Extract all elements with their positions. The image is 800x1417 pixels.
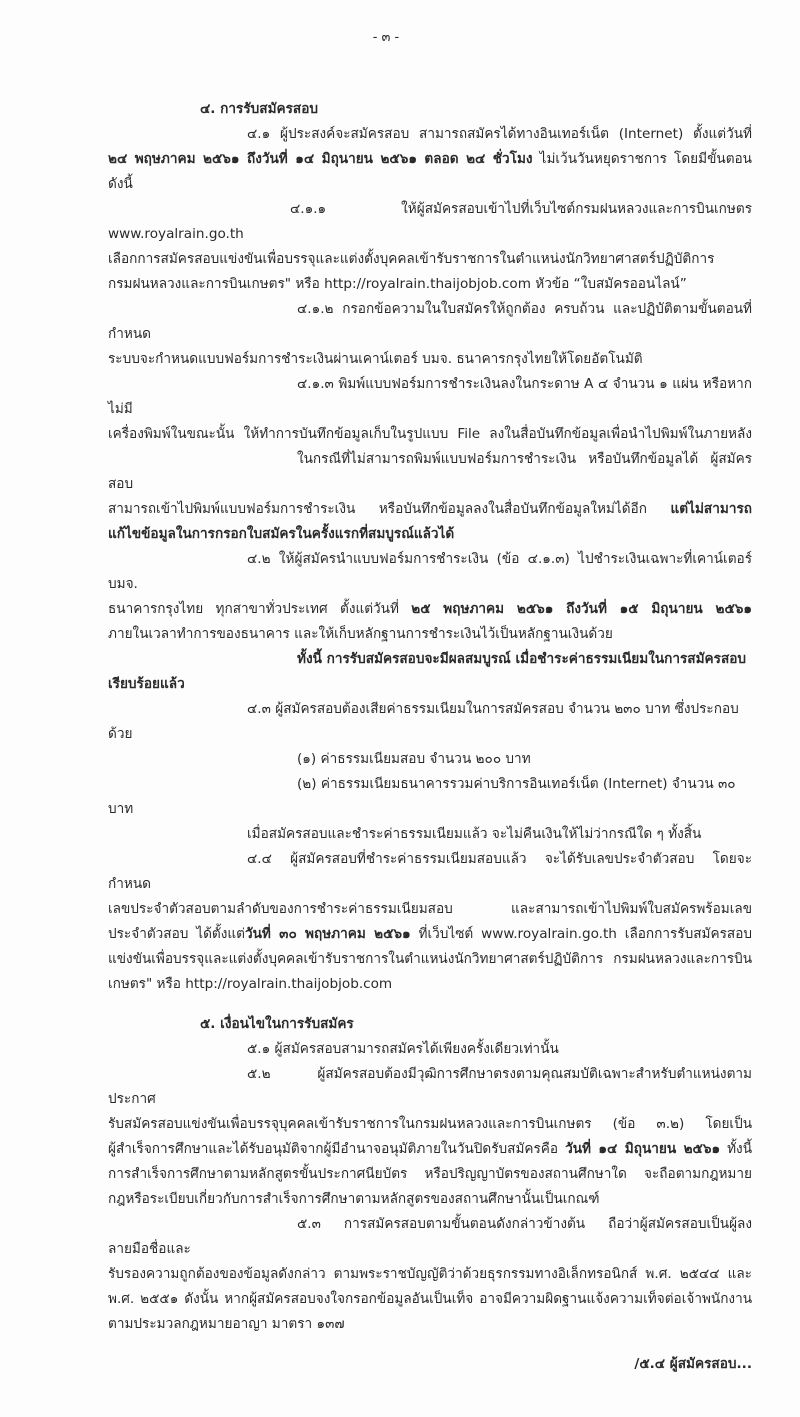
bold-text: ๕. เงื่อนไขในการรับสมัคร xyxy=(200,1016,354,1032)
text: ๔.๑.๒ กรอกข้อความในใบสมัครให้ถูกต้อง ครบถ้วน และปฏิบัติตามขั้นตอนที่กำหนด xyxy=(108,301,752,342)
text-line xyxy=(108,147,752,172)
text: ๔.๔ ผู้สมัครสอบที่ชำระค่าธรรมเนียมสอบแล้ว จะได้รับเลขประจำตัวสอบ โดยจะกำหนด xyxy=(108,851,752,892)
text: ๕.๑ ผู้สมัครสอบสามารถสมัครได้เพียงครั้งเดียวเท่านั้น xyxy=(247,1041,559,1057)
text: เมื่อสมัครสอบและชำระค่าธรรมเนียมแล้ว จะไม่คืนเงินให้ไม่ว่ากรณีใด ๆ ทั้งสิ้น xyxy=(247,826,702,842)
text-line xyxy=(108,847,752,897)
text-line xyxy=(108,597,752,622)
text: ๕.๒ ผู้สมัครสอบต้องมีวุฒิการศึกษาตรงตามคุณสมบัติเฉพาะสำหรับตำแหน่งตามประกาศ xyxy=(108,1066,752,1107)
text-line xyxy=(108,1187,752,1212)
bold-text: ทั้งนี้ การรับสมัครสอบจะมีผลสมบูรณ์ เมื่อชำระค่าธรรมเนียมในการสมัครสอบเรียบร้อยแล้ว xyxy=(108,651,747,692)
text-line xyxy=(108,947,752,972)
text: ตามประมวลกฎหมายอาญา มาตรา ๑๓๗ xyxy=(108,1316,345,1332)
text: เลขประจำตัวสอบตามลำดับของการชำระค่าธรรมเนียมสอบ และสามารถเข้าไปพิมพ์ใบสมัครพร้อมเลข xyxy=(108,901,752,917)
bold-text: แต่ไม่สามารถ xyxy=(670,501,752,517)
text-line xyxy=(108,922,752,947)
text: ดังนี้ xyxy=(108,176,133,192)
text-line xyxy=(108,347,752,372)
text-line xyxy=(108,1037,752,1062)
text-line xyxy=(108,1162,752,1187)
text: ๔.๑.๓ พิมพ์แบบฟอร์มการชำระเงินลงในกระดาษ A ๔ จำนวน ๑ แผ่น หรือหากไม่มี xyxy=(108,376,752,417)
text-line xyxy=(108,372,752,422)
text-line xyxy=(108,497,752,522)
text: (๒) ค่าธรรมเนียมธนาคารรวมค่าบริการอินเทอร์เน็ต (Internet) จำนวน ๓๐ บาท xyxy=(108,776,736,817)
text-line xyxy=(108,622,752,647)
text: ภายในเวลาทำการของธนาคาร และให้เก็บหลักฐานการชำระเงินไว้เป็นหลักฐานเงินด้วย xyxy=(108,626,613,642)
document-body xyxy=(0,97,752,1337)
text: การสำเร็จการศึกษาตามหลักสูตรขั้นประกาศนียบัตร หรือปริญญาบัตรของสถานศึกษาใด จะถือตามกฎหมาย xyxy=(108,1166,752,1182)
text: กรมฝนหลวงและการบินเกษตร" หรือ http://royalrain.thaijobjob.com หัวข้อ “ใบสมัครออนไลน์” xyxy=(108,276,687,292)
text-line xyxy=(108,272,752,297)
text: ไม่เว้นวันหยุดราชการ โดยมีขั้นตอน xyxy=(532,151,752,167)
page-number: - ๓ - xyxy=(372,30,400,45)
text-line xyxy=(108,772,752,822)
text-line xyxy=(108,822,752,847)
text-line xyxy=(108,1287,752,1312)
text: เครื่องพิมพ์ในขณะนั้น ให้ทำการบันทึกข้อมูลเก็บในรูปแบบ File ลงในสื่อบันทึกข้อมูลเพื่อนำไปพิมพ์ในภายหลัง xyxy=(108,426,752,442)
text: ประจำตัวสอบ ได้ตั้งแต่ xyxy=(108,926,245,942)
continuation-marker: /๕.๔ ผู้สมัครสอบ... xyxy=(634,1356,752,1372)
text-line xyxy=(108,1112,752,1137)
bold-text: ๒๕ พฤษภาคม ๒๕๖๑ ถึงวันที่ ๑๕ มิถุนายน ๒๕๖๑ xyxy=(411,601,752,617)
bold-text: วันที่ ๑๔ มิถุนายน ๒๕๖๑ xyxy=(565,1141,721,1157)
text: ธนาคารกรุงไทย ทุกสาขาทั่วประเทศ ตั้งแต่วันที่ xyxy=(108,601,412,617)
text-line xyxy=(108,972,752,997)
text-line xyxy=(108,247,752,272)
bold-text: ๒๔ พฤษภาคม ๒๕๖๑ ถึงวันที่ ๑๔ มิถุนายน ๒๕๖๑ ตลอด ๒๔ ชั่วโมง xyxy=(108,151,533,167)
text: ผู้สำเร็จการศึกษาและได้รับอนุมัติจากผู้มีอำนาจอนุมัติภายในวันปิดรับสมัครคือ xyxy=(108,1141,566,1157)
text-line xyxy=(108,197,752,247)
text: กฎหรือระเบียบเกี่ยวกับการสำเร็จการศึกษาตามหลักสูตรของสถานศึกษานั้นเป็นเกณฑ์ xyxy=(108,1191,600,1207)
text-line xyxy=(108,1312,752,1337)
text-line xyxy=(108,122,752,147)
bold-text: วันที่ ๓๐ พฤษภาคม ๒๕๖๑ xyxy=(244,926,411,942)
text-line xyxy=(108,422,752,447)
text-line xyxy=(108,697,752,747)
text: รับสมัครสอบแข่งขันเพื่อบรรจุบุคคลเข้ารับราชการในกรมฝนหลวงและการบินเกษตร (ข้อ ๓.๒) โดยเป็น xyxy=(108,1116,752,1132)
text: แข่งขันเพื่อบรรจุและแต่งตั้งบุคคลเข้ารับราชการในตำแหน่งนักวิทยาศาสตร์ปฏิบัติการ กรมฝนหลวงและการบิน xyxy=(108,951,752,967)
text: เกษตร" หรือ http://royalrain.thaijobjob.com xyxy=(108,976,393,992)
text-line xyxy=(108,1262,752,1287)
text: (๑) ค่าธรรมเนียมสอบ จำนวน ๒๐๐ บาท xyxy=(297,751,531,767)
text-line xyxy=(108,522,752,547)
text: เลือกการสมัครสอบแข่งขันเพื่อบรรจุและแต่งตั้งบุคคลเข้ารับราชการในตำแหน่งนักวิทยาศาสตร์ปฏิบัติการ xyxy=(108,251,715,267)
text: ในกรณีที่ไม่สามารถพิมพ์แบบฟอร์มการชำระเงิน หรือบันทึกข้อมูลได้ ผู้สมัครสอบ xyxy=(108,451,752,492)
text-line xyxy=(108,1137,752,1162)
text: ๔.๓ ผู้สมัครสอบต้องเสียค่าธรรมเนียมในการสมัครสอบ จำนวน ๒๓๐ บาท ซึ่งประกอบด้วย xyxy=(108,701,739,742)
text-line xyxy=(108,1212,752,1262)
text-line xyxy=(108,447,752,497)
text: พ.ศ. ๒๕๕๑ ดังนั้น หากผู้สมัครสอบจงใจกรอกข้อมูลอันเป็นเท็จ อาจมีความผิดฐานแจ้งความเท็จต่อเจ้าพนักงาน xyxy=(108,1291,752,1307)
text: ระบบจะกำหนดแบบฟอร์มการชำระเงินผ่านเคาน์เตอร์ บมจ. ธนาคารกรุงไทยให้โดยอัตโนมัติ xyxy=(108,351,643,367)
text: ๔.๒ ให้ผู้สมัครนำแบบฟอร์มการชำระเงิน (ข้อ ๔.๑.๓) ไปชำระเงินเฉพาะที่เคาน์เตอร์ บมจ. xyxy=(108,551,752,592)
text-line xyxy=(108,747,752,772)
bold-text: ๔. การรับสมัครสอบ xyxy=(200,101,319,117)
text: ๔.๑.๑ ให้ผู้สมัครสอบเข้าไปที่เว็บไซต์กรมฝนหลวงและการบินเกษตร www.royalrain.go.th xyxy=(108,201,752,242)
text-line xyxy=(108,647,752,697)
bold-text: แก้ไขข้อมูลในการกรอกใบสมัครในครั้งแรกที่สมบูรณ์แล้วได้ xyxy=(108,526,455,542)
text-line xyxy=(108,172,752,197)
section-heading xyxy=(108,1012,752,1037)
section-heading xyxy=(108,97,752,122)
text-line xyxy=(108,297,752,347)
text-line xyxy=(108,547,752,597)
text: ๔.๑ ผู้ประสงค์จะสมัครสอบ สามารถสมัครได้ทางอินเทอร์เน็ต (Internet) ตั้งแต่วันที่ xyxy=(247,126,752,142)
text-line xyxy=(108,897,752,922)
text-line xyxy=(108,1062,752,1112)
text: ทั้งนี้ xyxy=(720,1141,752,1157)
text: ที่เว็บไซต์ www.royalrain.go.th เลือกการรับสมัครสอบ xyxy=(410,926,753,942)
text: รับรองความถูกต้องของข้อมูลดังกล่าว ตามพระราชบัญญัติว่าด้วยธุรกรรมทางอิเล็กทรอนิกส์ พ.ศ. ๒๕๔๔ และ xyxy=(108,1266,752,1282)
text: สามารถเข้าไปพิมพ์แบบฟอร์มการชำระเงิน หรือบันทึกข้อมูลลงในสื่อบันทึกข้อมูลใหม่ได้อีก xyxy=(108,501,671,517)
text: ๕.๓ การสมัครสอบตามขั้นตอนดังกล่าวข้างต้น ถือว่าผู้สมัครสอบเป็นผู้ลงลายมือชื่อและ xyxy=(108,1216,752,1257)
